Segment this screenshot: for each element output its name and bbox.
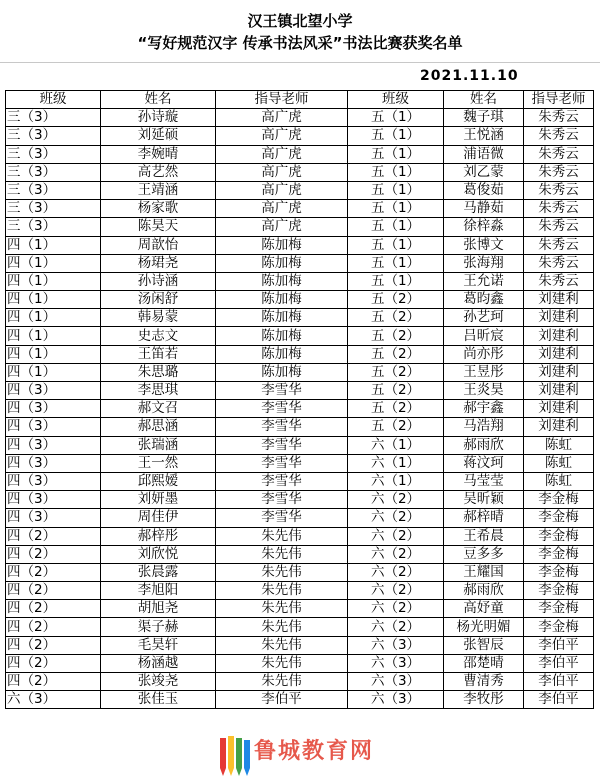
cell-class: 五（2） (348, 363, 444, 381)
cell-class: 六（1） (348, 454, 444, 472)
table-row (6, 545, 594, 563)
cell-teacher: 李伯平 (524, 654, 594, 672)
table-row (6, 200, 594, 218)
cell-class: 四（1） (6, 345, 101, 363)
cell-student-name: 魏子琪 (444, 109, 524, 127)
cell-class: 四（1） (6, 236, 101, 254)
cell-teacher: 李伯平 (524, 636, 594, 654)
cell-teacher: 李金梅 (524, 527, 594, 545)
cell-class: 四（1） (6, 272, 101, 290)
cell-class: 五（1） (348, 272, 444, 290)
cell-student-name: 王炎昊 (444, 382, 524, 400)
cell-class: 四（2） (6, 545, 101, 563)
table-row (6, 618, 594, 636)
cell-class: 六（2） (348, 582, 444, 600)
cell-student-name: 刘欣悦 (101, 545, 216, 563)
cell-class: 四（3） (6, 436, 101, 454)
cell-class: 五（2） (348, 382, 444, 400)
cell-class: 四（2） (6, 618, 101, 636)
cell-student-name: 尚亦彤 (444, 345, 524, 363)
cell-teacher: 李金梅 (524, 582, 594, 600)
cell-student-name: 杨珺尧 (101, 254, 216, 272)
cell-student-name: 王一然 (101, 454, 216, 472)
cell-teacher: 李雪华 (216, 454, 348, 472)
cell-student-name: 邱熙嫒 (101, 472, 216, 490)
cell-student-name: 郝宇鑫 (444, 400, 524, 418)
cell-student-name: 刘乙蒙 (444, 163, 524, 181)
table-row (6, 309, 594, 327)
column-header-name: 姓名 (444, 91, 524, 109)
column-header-teacher: 指导老师 (524, 91, 594, 109)
cell-class: 六（1） (348, 436, 444, 454)
table-row (6, 127, 594, 145)
cell-student-name: 李牧彤 (444, 691, 524, 709)
cell-teacher: 朱秀云 (524, 109, 594, 127)
table-row (6, 509, 594, 527)
cell-class: 三（3） (6, 181, 101, 199)
cell-class: 五（1） (348, 127, 444, 145)
cell-class: 五（1） (348, 181, 444, 199)
cell-teacher: 陈虹 (524, 454, 594, 472)
cell-teacher: 朱秀云 (524, 200, 594, 218)
cell-student-name: 马莹莹 (444, 472, 524, 490)
cell-class: 四（2） (6, 563, 101, 581)
cell-student-name: 蒋汶珂 (444, 454, 524, 472)
cell-student-name: 周佳伊 (101, 509, 216, 527)
cell-student-name: 张博文 (444, 236, 524, 254)
cell-student-name: 葛俊茹 (444, 181, 524, 199)
cell-teacher: 高广虎 (216, 109, 348, 127)
cell-teacher: 朱先伟 (216, 654, 348, 672)
column-header-teacher: 指导老师 (216, 91, 348, 109)
cell-class: 四（3） (6, 454, 101, 472)
cell-teacher: 刘建利 (524, 418, 594, 436)
cell-student-name: 渠子赫 (101, 618, 216, 636)
cell-teacher: 陈加梅 (216, 254, 348, 272)
cell-class: 四（2） (6, 600, 101, 618)
column-header-class: 班级 (6, 91, 101, 109)
cell-teacher: 朱先伟 (216, 527, 348, 545)
table-row (6, 254, 594, 272)
table-row (6, 436, 594, 454)
cell-teacher: 朱秀云 (524, 145, 594, 163)
cell-teacher: 朱先伟 (216, 545, 348, 563)
cell-student-name: 杨光明媚 (444, 618, 524, 636)
cell-class: 四（3） (6, 509, 101, 527)
cell-student-name: 张智辰 (444, 636, 524, 654)
cell-class: 四（3） (6, 418, 101, 436)
table-row (6, 654, 594, 672)
award-table-body (6, 109, 594, 709)
cell-student-name: 毛昊轩 (101, 636, 216, 654)
cell-class: 六（2） (348, 600, 444, 618)
table-row (6, 691, 594, 709)
cell-teacher: 刘建利 (524, 309, 594, 327)
cell-student-name: 刘延硕 (101, 127, 216, 145)
cell-student-name: 曹清秀 (444, 673, 524, 691)
cell-student-name: 杨涵越 (101, 654, 216, 672)
table-row (6, 291, 594, 309)
cell-student-name: 刘妍墨 (101, 491, 216, 509)
cell-student-name: 张海翔 (444, 254, 524, 272)
cell-class: 四（3） (6, 491, 101, 509)
cell-student-name: 高艺然 (101, 163, 216, 181)
cell-teacher: 高广虎 (216, 163, 348, 181)
cell-class: 六（3） (348, 673, 444, 691)
cell-student-name: 王允诺 (444, 272, 524, 290)
cell-student-name: 郝雨欣 (444, 436, 524, 454)
cell-teacher: 李金梅 (524, 545, 594, 563)
cell-teacher: 李雪华 (216, 400, 348, 418)
cell-class: 四（3） (6, 472, 101, 490)
cell-teacher: 李金梅 (524, 600, 594, 618)
cell-teacher: 陈虹 (524, 472, 594, 490)
cell-student-name: 郝文召 (101, 400, 216, 418)
cell-student-name: 郝梓彤 (101, 527, 216, 545)
contest-title: “写好规范汉字 传承书法风采”书法比赛获奖名单 (137, 34, 463, 52)
cell-teacher: 李雪华 (216, 491, 348, 509)
cell-teacher: 刘建利 (524, 400, 594, 418)
cell-student-name: 王昱彤 (444, 363, 524, 381)
cell-student-name: 张瑞涵 (101, 436, 216, 454)
cell-class: 三（3） (6, 109, 101, 127)
cell-class: 六（2） (348, 545, 444, 563)
cell-student-name: 陈昊天 (101, 218, 216, 236)
cell-teacher: 李伯平 (216, 691, 348, 709)
cell-teacher: 陈加梅 (216, 309, 348, 327)
cell-teacher: 李雪华 (216, 436, 348, 454)
cell-teacher: 陈加梅 (216, 291, 348, 309)
cell-class: 六（1） (348, 472, 444, 490)
table-row (6, 272, 594, 290)
cell-student-name: 周歆怡 (101, 236, 216, 254)
cell-student-name: 徐梓淼 (444, 218, 524, 236)
cell-class: 四（2） (6, 636, 101, 654)
cell-teacher: 陈加梅 (216, 345, 348, 363)
site-watermark (218, 730, 408, 782)
watermark-text: 鲁城教育网 (254, 739, 375, 764)
cell-class: 五（1） (348, 218, 444, 236)
cell-class: 六（2） (348, 509, 444, 527)
cell-student-name: 邵楚晴 (444, 654, 524, 672)
pencils-logo-icon (218, 732, 252, 778)
cell-class: 六（2） (348, 491, 444, 509)
cell-teacher: 高广虎 (216, 181, 348, 199)
table-row (6, 327, 594, 345)
cell-class: 五（1） (348, 200, 444, 218)
cell-class: 四（1） (6, 363, 101, 381)
table-row (6, 400, 594, 418)
cell-class: 五（1） (348, 145, 444, 163)
table-row (6, 454, 594, 472)
cell-student-name: 葛昀鑫 (444, 291, 524, 309)
cell-teacher: 朱先伟 (216, 563, 348, 581)
cell-teacher: 李雪华 (216, 418, 348, 436)
table-row (6, 491, 594, 509)
cell-student-name: 王希晨 (444, 527, 524, 545)
cell-student-name: 张竣尧 (101, 673, 216, 691)
cell-teacher: 李雪华 (216, 509, 348, 527)
award-table (5, 90, 594, 709)
table-row (6, 382, 594, 400)
cell-class: 六（3） (6, 691, 101, 709)
cell-class: 四（1） (6, 327, 101, 345)
cell-teacher: 李雪华 (216, 472, 348, 490)
table-row (6, 582, 594, 600)
table-row (6, 418, 594, 436)
cell-student-name: 马浩翔 (444, 418, 524, 436)
cell-class: 五（2） (348, 345, 444, 363)
column-header-name: 姓名 (101, 91, 216, 109)
cell-teacher: 朱秀云 (524, 236, 594, 254)
cell-student-name: 王靖涵 (101, 181, 216, 199)
cell-student-name: 孙艺珂 (444, 309, 524, 327)
table-row (6, 236, 594, 254)
table-row (6, 527, 594, 545)
table-row (6, 218, 594, 236)
cell-class: 五（2） (348, 418, 444, 436)
table-row (6, 163, 594, 181)
cell-class: 五（1） (348, 236, 444, 254)
cell-teacher: 朱先伟 (216, 582, 348, 600)
cell-class: 三（3） (6, 163, 101, 181)
cell-student-name: 吕昕宸 (444, 327, 524, 345)
cell-class: 六（2） (348, 563, 444, 581)
cell-student-name: 孙诗涵 (101, 272, 216, 290)
cell-class: 四（3） (6, 382, 101, 400)
table-header-row (6, 91, 594, 109)
cell-teacher: 李金梅 (524, 491, 594, 509)
cell-teacher: 朱先伟 (216, 618, 348, 636)
cell-student-name: 王悦涵 (444, 127, 524, 145)
cell-teacher: 李伯平 (524, 691, 594, 709)
cell-class: 四（3） (6, 400, 101, 418)
cell-class: 五（2） (348, 400, 444, 418)
table-row (6, 472, 594, 490)
cell-student-name: 王笛若 (101, 345, 216, 363)
cell-teacher: 刘建利 (524, 363, 594, 381)
cell-student-name: 李旭阳 (101, 582, 216, 600)
cell-student-name: 浦语微 (444, 145, 524, 163)
cell-student-name: 吴昕颖 (444, 491, 524, 509)
cell-teacher: 李伯平 (524, 673, 594, 691)
cell-teacher: 刘建利 (524, 345, 594, 363)
cell-student-name: 马静茹 (444, 200, 524, 218)
cell-teacher: 李金梅 (524, 618, 594, 636)
cell-teacher: 李金梅 (524, 509, 594, 527)
table-row (6, 181, 594, 199)
cell-class: 四（1） (6, 291, 101, 309)
cell-teacher: 朱先伟 (216, 673, 348, 691)
cell-teacher: 朱秀云 (524, 181, 594, 199)
cell-teacher: 朱先伟 (216, 600, 348, 618)
grid-divider (0, 62, 600, 63)
cell-student-name: 郝雨欣 (444, 582, 524, 600)
cell-class: 六（3） (348, 654, 444, 672)
cell-student-name: 张佳玉 (101, 691, 216, 709)
cell-teacher: 高广虎 (216, 218, 348, 236)
cell-class: 五（2） (348, 327, 444, 345)
table-row (6, 636, 594, 654)
cell-teacher: 李雪华 (216, 382, 348, 400)
cell-student-name: 韩易蒙 (101, 309, 216, 327)
cell-teacher: 朱秀云 (524, 163, 594, 181)
cell-teacher: 高广虎 (216, 127, 348, 145)
cell-teacher: 朱秀云 (524, 218, 594, 236)
cell-class: 五（2） (348, 309, 444, 327)
cell-class: 四（1） (6, 309, 101, 327)
cell-student-name: 豆多多 (444, 545, 524, 563)
cell-class: 六（2） (348, 527, 444, 545)
cell-class: 四（1） (6, 254, 101, 272)
cell-student-name: 张晨露 (101, 563, 216, 581)
table-row (6, 345, 594, 363)
cell-teacher: 陈虹 (524, 436, 594, 454)
cell-teacher: 朱秀云 (524, 272, 594, 290)
cell-class: 五（1） (348, 254, 444, 272)
cell-teacher: 刘建利 (524, 291, 594, 309)
cell-student-name: 朱思璐 (101, 363, 216, 381)
cell-teacher: 陈加梅 (216, 272, 348, 290)
cell-teacher: 刘建利 (524, 382, 594, 400)
cell-class: 六（3） (348, 691, 444, 709)
cell-student-name: 胡旭尧 (101, 600, 216, 618)
cell-class: 五（2） (348, 291, 444, 309)
cell-student-name: 郝思涵 (101, 418, 216, 436)
cell-student-name: 李思琪 (101, 382, 216, 400)
cell-class: 四（2） (6, 654, 101, 672)
table-row (6, 145, 594, 163)
cell-class: 三（3） (6, 200, 101, 218)
table-row (6, 673, 594, 691)
cell-teacher: 陈加梅 (216, 236, 348, 254)
cell-teacher: 陈加梅 (216, 363, 348, 381)
cell-class: 四（2） (6, 582, 101, 600)
cell-class: 四（2） (6, 527, 101, 545)
cell-class: 三（3） (6, 127, 101, 145)
cell-teacher: 陈加梅 (216, 327, 348, 345)
cell-class: 五（1） (348, 163, 444, 181)
cell-teacher: 李金梅 (524, 563, 594, 581)
cell-student-name: 杨家歌 (101, 200, 216, 218)
cell-student-name: 高妤童 (444, 600, 524, 618)
cell-class: 六（3） (348, 636, 444, 654)
cell-student-name: 孙诗璇 (101, 109, 216, 127)
cell-class: 五（1） (348, 109, 444, 127)
table-row (6, 363, 594, 381)
cell-class: 六（2） (348, 618, 444, 636)
table-row (6, 109, 594, 127)
table-row (6, 563, 594, 581)
date-label: 2021.11.10 (420, 68, 519, 84)
cell-teacher: 朱秀云 (524, 254, 594, 272)
cell-teacher: 高广虎 (216, 145, 348, 163)
cell-teacher: 朱先伟 (216, 636, 348, 654)
cell-teacher: 刘建利 (524, 327, 594, 345)
cell-student-name: 史志文 (101, 327, 216, 345)
school-name-title: 汉王镇北望小学 (247, 12, 353, 30)
cell-class: 三（3） (6, 145, 101, 163)
column-header-class: 班级 (348, 91, 444, 109)
cell-student-name: 李婉晴 (101, 145, 216, 163)
cell-student-name: 郝梓晴 (444, 509, 524, 527)
cell-class: 三（3） (6, 218, 101, 236)
cell-student-name: 汤闲舒 (101, 291, 216, 309)
cell-student-name: 王耀国 (444, 563, 524, 581)
cell-teacher: 高广虎 (216, 200, 348, 218)
cell-class: 四（2） (6, 673, 101, 691)
cell-teacher: 朱秀云 (524, 127, 594, 145)
table-row (6, 600, 594, 618)
